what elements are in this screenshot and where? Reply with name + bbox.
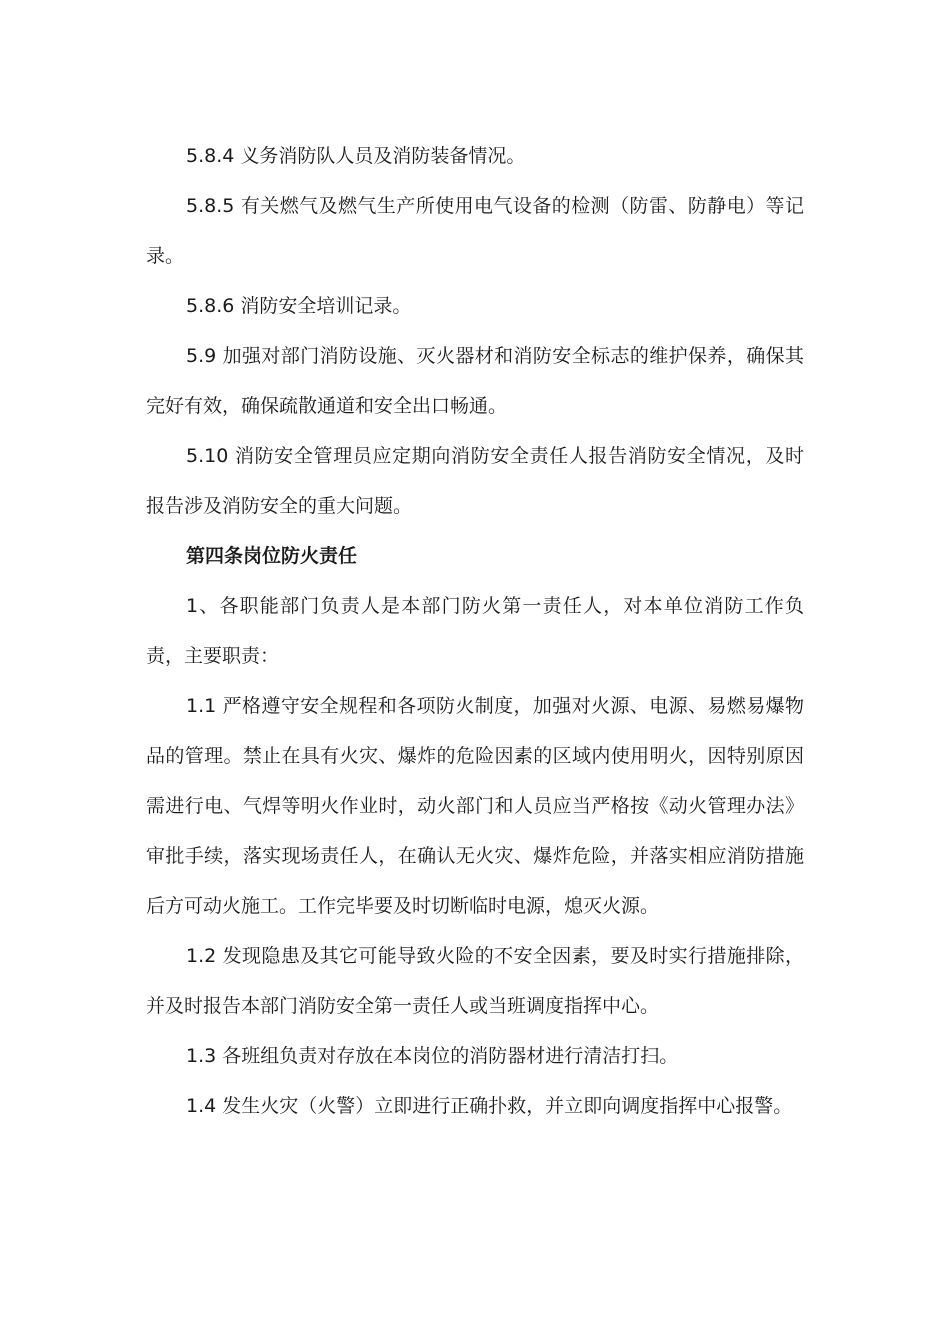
paragraph-1-1: 1.1 严格遵守安全规程和各项防火制度，加强对火源、电源、易燃易爆物品的管理。禁止在具有火灾、爆炸的危险因素的区域内使用明火，因特别原因需进行电、气焊等明火作业时，动火部门和人员应当严格按《动火管理办法》审批手续，落实现场责任人，在确认无火灾、爆炸危险，并落实相应消防措施后方可动火施工。工作完毕要及时切断临时电源，熄灭火源。	[146, 695, 804, 917]
paragraph-5-8-6: 5.8.6 消防安全培训记录。	[186, 295, 412, 317]
paragraph-1-4: 1.4 发生火灾（火警）立即进行正确扑救，并立即向调度指挥中心报警。	[186, 1095, 793, 1117]
document-body	[146, 131, 804, 1131]
paragraph-1: 1、各职能部门负责人是本部门防火第一责任人，对本单位消防工作负责，主要职责：	[146, 595, 804, 667]
paragraph-5-8-5: 5.8.5 有关燃气及燃气生产所使用电气设备的检测（防雷、防静电）等记录。	[146, 195, 804, 267]
paragraph-5-9: 5.9 加强对部门消防设施、灭火器材和消防安全标志的维护保养，确保其完好有效，确保疏散通道和安全出口畅通。	[146, 345, 804, 417]
section-heading-article-4: 第四条岗位防火责任	[186, 545, 358, 567]
paragraph-1-3: 1.3 各班组负责对存放在本岗位的消防器材进行清洁打扫。	[186, 1045, 679, 1067]
paragraph-5-8-4: 5.8.4 义务消防队人员及消防装备情况。	[186, 145, 526, 167]
paragraph-1-2: 1.2 发现隐患及其它可能导致火险的不安全因素，要及时实行措施排除，并及时报告本部门消防安全第一责任人或当班调度指挥中心。	[146, 945, 804, 1017]
paragraph-5-10: 5.10 消防安全管理员应定期向消防安全责任人报告消防安全情况，及时报告涉及消防安全的重大问题。	[146, 445, 804, 517]
